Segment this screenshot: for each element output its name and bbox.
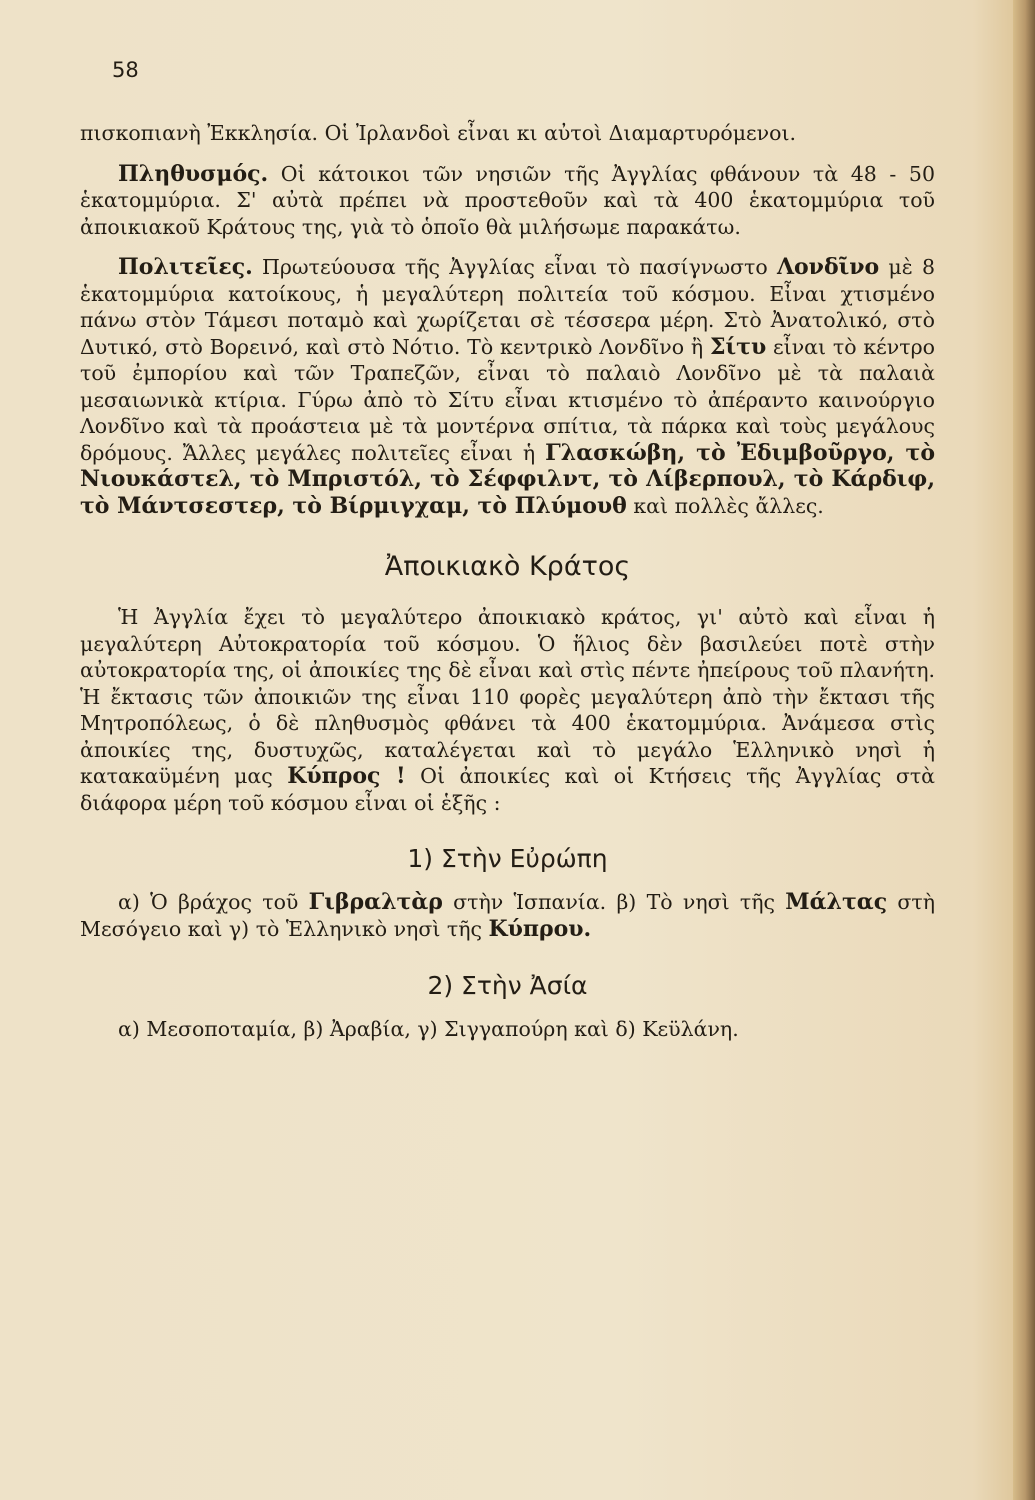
cities-text-2: μὲ 8 ἑκατομμύρια κατοίκους, ἡ μεγαλύτερη πολιτεία τοῦ κόσμου. Εἶναι χτισμένο πάνω στὸν Τάμεσι ποταμὸ καὶ χωρίζεται σὲ τέσσερα μέρη. Στὸ Ἀνατολικό, στὸ Δυτικό, στὸ Βορεινό, καὶ στὸ Νότιο. Τὸ κεντρικὸ Λονδῖνο ἢ [80, 255, 936, 359]
cities-text-4: καὶ πολλὲς ἄλλες. [626, 493, 824, 518]
paragraph-colonial [80, 604, 935, 816]
population-text: Οἱ κάτοικοι τῶν νησιῶν τῆς Ἀγγλίας φθάνουν τὰ 48 - 50 ἑκατομμύρια. Σ' αὐτὰ πρέπει νὰ προστεθοῦν καὶ τὰ 400 ἑκατομμύρια τοῦ ἀποικιακοῦ Κράτους της, γιὰ τὸ ὁποῖο θὰ μιλήσωμε παρακάτω. [80, 161, 935, 239]
page-edge [1013, 0, 1035, 1500]
city-name: Σίτυ [709, 333, 767, 360]
subheading-asia: 2) Στὴν Ἀσία [427, 971, 588, 1000]
cities-text-1: Πρωτεύουσα τῆς Ἀγγλίας εἶναι τὸ πασίγνωστο [252, 255, 777, 279]
paragraph-cities [80, 254, 935, 519]
cyprus-name: Κύπρου. [488, 916, 592, 942]
colonial-text-2: Οἱ ἀποικίες καὶ οἱ Κτήσεις τῆς Ἀγγλίας στὰ διάφορα μέρη τοῦ κόσμου εἶναι οἱ ἑξῆς : [80, 764, 936, 815]
europe-text-3: στὴ Μεσόγειο καὶ γ) τὸ Ἑλληνικὸ νησὶ τῆς [80, 890, 935, 941]
europe-text-1: α) Ὁ βράχος τοῦ [118, 890, 309, 914]
section-heading-colonial: Ἀποικιακὸ Κράτος [384, 551, 631, 582]
subheading-europe: 1) Στὴν Εὐρώπη [407, 844, 608, 873]
paragraph-population [80, 161, 935, 241]
colonial-text-1: Ἡ Ἀγγλία ἔχει τὸ μεγαλύτερο ἀποικιακὸ κράτος, γι' αὐτὸ καὶ εἶναι ἡ μεγαλύτερη Αὐτοκρατορία τοῦ κόσμου. Ὁ ἥλιος δὲν βασιλεύει ποτὲ στὴν αὐτοκρατορία της, οἱ ἀποικίες της δὲ εἶναι καὶ στὶς πέντε ἠπείρους τοῦ πλανήτη. Ἡ ἔκτασις τῶν ἀποικιῶν της εἶναι 110 φορὲς μεγαλύτερη ἀπὸ τὴν ἔκτασι τῆς Μητροπόλεως, ὁ δὲ πληθυσμὸς φθάνει τὰ 400 ἑκατομμύρια. Ἀνάμεσα στὶς ἀποικίες της, δυστυχῶς, καταλέγεται καὶ τὸ μεγάλο Ἑλληνικὸ νησὶ ἡ κατακαϋμένη μας [80, 605, 935, 788]
gibraltar-name: Γιβραλτὰρ [308, 889, 443, 915]
cities-list: Γλασκώβη, τὸ Ἐδιμβοῦργο, τὸ Νιουκάστελ, τὸ Μπριστόλ, τὸ Σέφφιλντ, τὸ Λίβερπουλ, τὸ Κάρδιφ, τὸ Μάντσεστερ, τὸ Βίρμιγχαμ, τὸ Πλύμουθ [80, 439, 935, 519]
list-europe [80, 889, 935, 943]
malta-name: Μάλτας [785, 889, 888, 915]
paragraph-continuation: πισκοπιανὴ Ἐκκλησία. Οἱ Ἰρλανδοὶ εἶναι κι αὐτοὶ Διαμαρτυρόμενοι. [80, 121, 797, 145]
europe-text-2: στὴν Ἱσπανία. β) Τὸ νησὶ τῆς [442, 890, 786, 914]
page-number: 58 [112, 58, 139, 82]
cyprus-exclaim: Κύπρος ! [287, 763, 406, 789]
population-lead: Πληθυσμός. [118, 160, 269, 187]
list-asia: α) Μεσοποταμία, β) Ἀραβία, γ) Σιγγαπούρη καὶ δ) Κεϋλάνη. [118, 1017, 739, 1041]
cities-lead: Πολιτεῖες. [118, 254, 253, 280]
london-name: Λονδῖνο [776, 254, 880, 280]
cities-text-3: εἶναι τὸ κέντρο τοῦ ἐμπορίου καὶ τῶν Τραπεζῶν, εἶναι τὸ παλαιὸ Λονδῖνο μὲ τὰ παλαιὰ μεσαιωνικὰ κτίρια. Γύρω ἀπὸ τὸ Σίτυ εἶναι κτισμένο τὸ ἀπέραντο καινούργιο Λονδῖνο καὶ τὰ προάστεια μὲ τὰ μοντέρνα σπίτια, τὰ πάρκα καὶ τοὺς μεγάλους δρόμους. Ἄλλες μεγάλες πολιτεῖες εἶναι ἡ [80, 334, 935, 465]
